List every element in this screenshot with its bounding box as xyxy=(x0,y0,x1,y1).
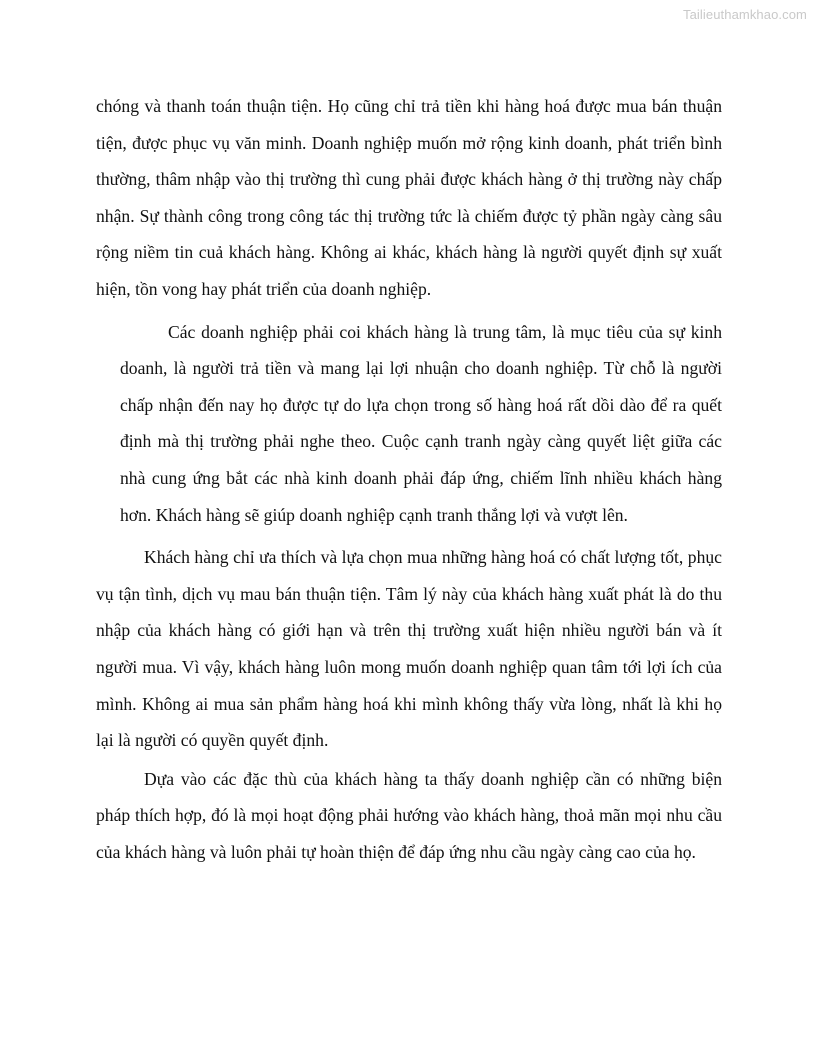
paragraph-1: chóng và thanh toán thuận tiện. Họ cũng chỉ trả tiền khi hàng hoá được mua bán thuận tiện, được phục vụ văn minh. Doanh nghiệp muốn mở rộng kinh doanh, phát triển bình thường, thâm nhập vào thị trường thì cung phải được khách hàng ở thị trường này chấp nhận. Sự thành công trong công tác thị trường tức là chiếm được tỷ phần ngày càng sâu rộng niềm tin cuả khách hàng. Không ai khác, khách hàng là người quyết định sự xuất hiện, tồn vong hay phát triển của doanh nghiệp. xyxy=(96,96,722,299)
document-body xyxy=(96,88,722,870)
paragraph-4: Dựa vào các đặc thù của khách hàng ta thấy doanh nghiệp cần có những biện pháp thích hợp, đó là mọi hoạt động phải hướng vào khách hàng, thoả mãn mọi nhu cầu của khách hàng và luôn phải tự hoàn thiện để đáp ứng nhu cầu ngày càng cao của họ. xyxy=(96,768,722,862)
watermark-text: Tailieuthamkhao.com xyxy=(682,7,807,22)
paragraph-2: Các doanh nghiệp phải coi khách hàng là trung tâm, là mục tiêu của sự kinh doanh, là người trả tiền và mang lại lợi nhuận cho doanh nghiệp. Từ chỗ là người chấp nhận đến nay họ được tự do lựa chọn trong số hàng hoá rất dồi dào để ra quết định mà thị trường phải nghe theo. Cuộc cạnh tranh ngày càng quyết liệt giữa các nhà cung ứng bắt các nhà kinh doanh phải đáp ứng, chiếm lĩnh nhiều khách hàng hơn. Khách hàng sẽ giúp doanh nghiệp cạnh tranh thắng lợi và vượt lên. xyxy=(120,321,722,525)
paragraph-3: Khách hàng chỉ ưa thích và lựa chọn mua những hàng hoá có chất lượng tốt, phục vụ tận tình, dịch vụ mau bán thuận tiện. Tâm lý này của khách hàng xuất phát là do thu nhập của khách hàng có giới hạn và trên thị trường xuất hiện nhiều người bán và ít người mua. Vì vậy, khách hàng luôn mong muốn doanh nghiệp quan tâm tới lợi ích của mình. Không ai mua sản phẩm hàng hoá khi mình không thấy vừa lòng, nhất là khi họ lại là người có quyền quyết định. xyxy=(96,547,722,751)
